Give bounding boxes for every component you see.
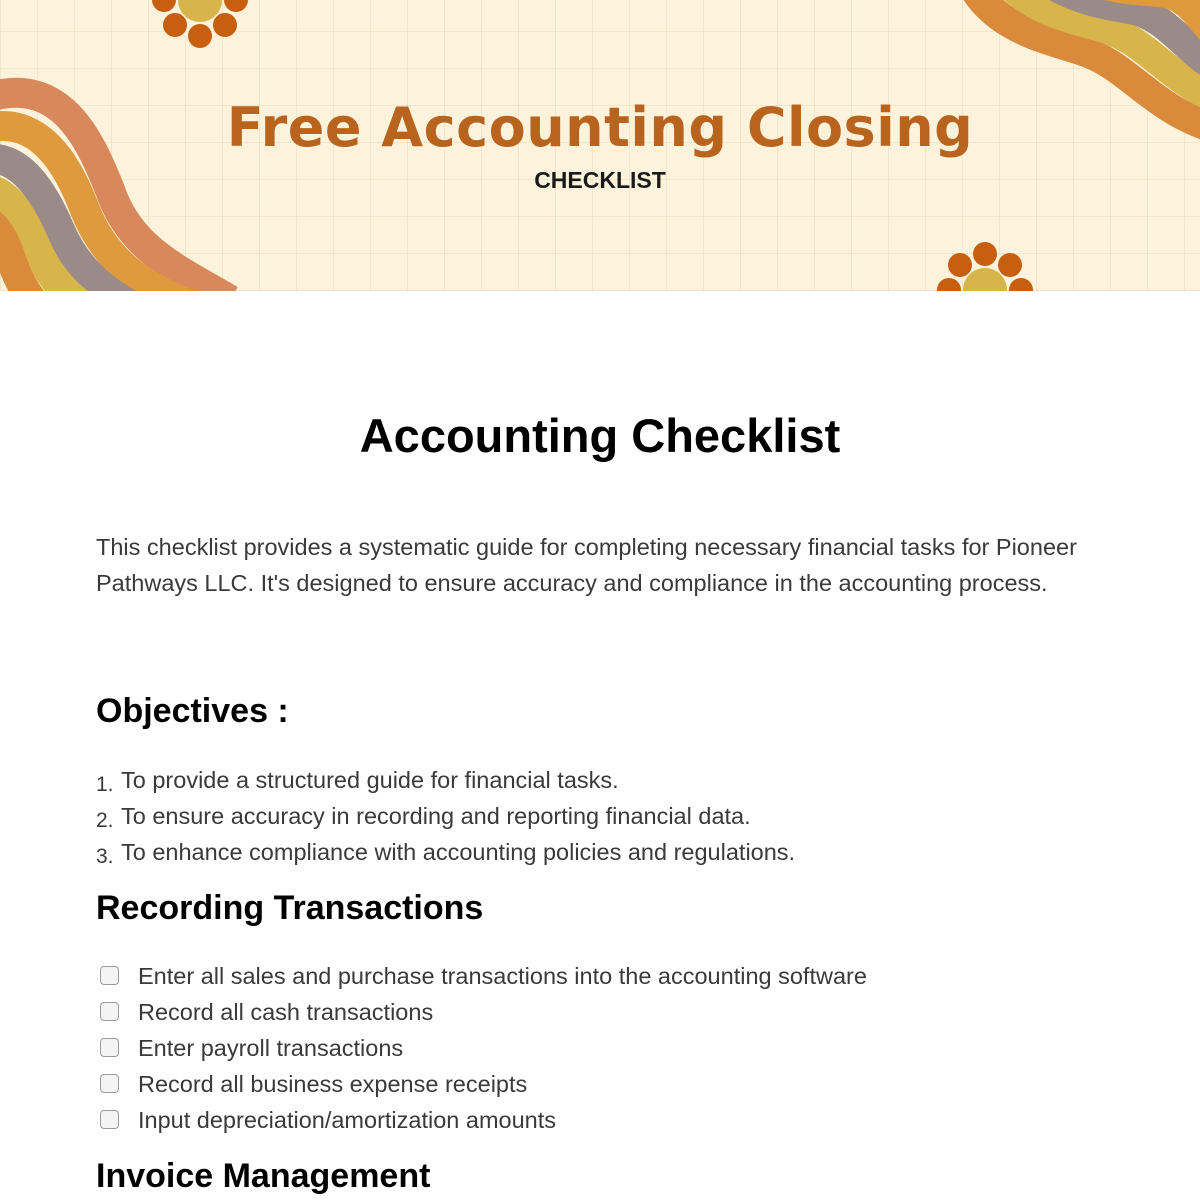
- checklist-item-text: Enter all sales and purchase transactions into the accounting software: [138, 963, 867, 989]
- checklist-item: [100, 994, 867, 1030]
- document-title: Accounting Checklist: [359, 409, 841, 462]
- recording-checklist: [100, 958, 867, 1138]
- banner-subtitle: CHECKLIST: [534, 167, 666, 193]
- list-item-text: To provide a structured guide for financial tasks.: [121, 767, 619, 793]
- checkbox[interactable]: [100, 1110, 119, 1129]
- checklist-item: [100, 1030, 867, 1066]
- checklist-item: [100, 1066, 867, 1102]
- checklist-item: [100, 958, 867, 994]
- list-item-text: To enhance compliance with accounting policies and regulations.: [121, 839, 796, 865]
- list-item: [96, 834, 795, 870]
- checklist-item: [100, 1102, 867, 1138]
- objectives-list: [96, 762, 795, 870]
- list-number: 2.: [96, 809, 114, 832]
- checkbox[interactable]: [100, 966, 119, 985]
- checkbox[interactable]: [100, 1038, 119, 1057]
- list-number: 1.: [96, 773, 114, 796]
- list-number: 3.: [96, 845, 114, 868]
- banner-title: Free Accounting Closing: [226, 96, 974, 159]
- checkbox[interactable]: [100, 1074, 119, 1093]
- header-banner: [0, 0, 1200, 291]
- objectives-heading: Objectives :: [96, 692, 289, 730]
- checklist-item-text: Record all cash transactions: [138, 999, 434, 1025]
- checklist-item-text: Record all business expense receipts: [138, 1071, 528, 1097]
- top-flower-icon: [152, 0, 248, 48]
- list-item: [96, 762, 795, 798]
- checklist-item-text: Input depreciation/amortization amounts: [138, 1107, 557, 1133]
- recording-transactions-heading: Recording Transactions: [96, 889, 484, 927]
- bottom-flower-icon: [937, 242, 1033, 291]
- list-item-text: To ensure accuracy in recording and reporting financial data.: [121, 803, 751, 829]
- checkbox[interactable]: [100, 1002, 119, 1021]
- checklist-item-text: Enter payroll transactions: [138, 1035, 404, 1061]
- intro-paragraph: This checklist provides a systematic guide for completing necessary financial tasks for Pioneer Pathways LLC. It's designed to ensure accuracy and compliance in the accounting process.: [96, 534, 1077, 596]
- list-item: [96, 798, 795, 834]
- invoice-management-heading: Invoice Management: [96, 1157, 431, 1195]
